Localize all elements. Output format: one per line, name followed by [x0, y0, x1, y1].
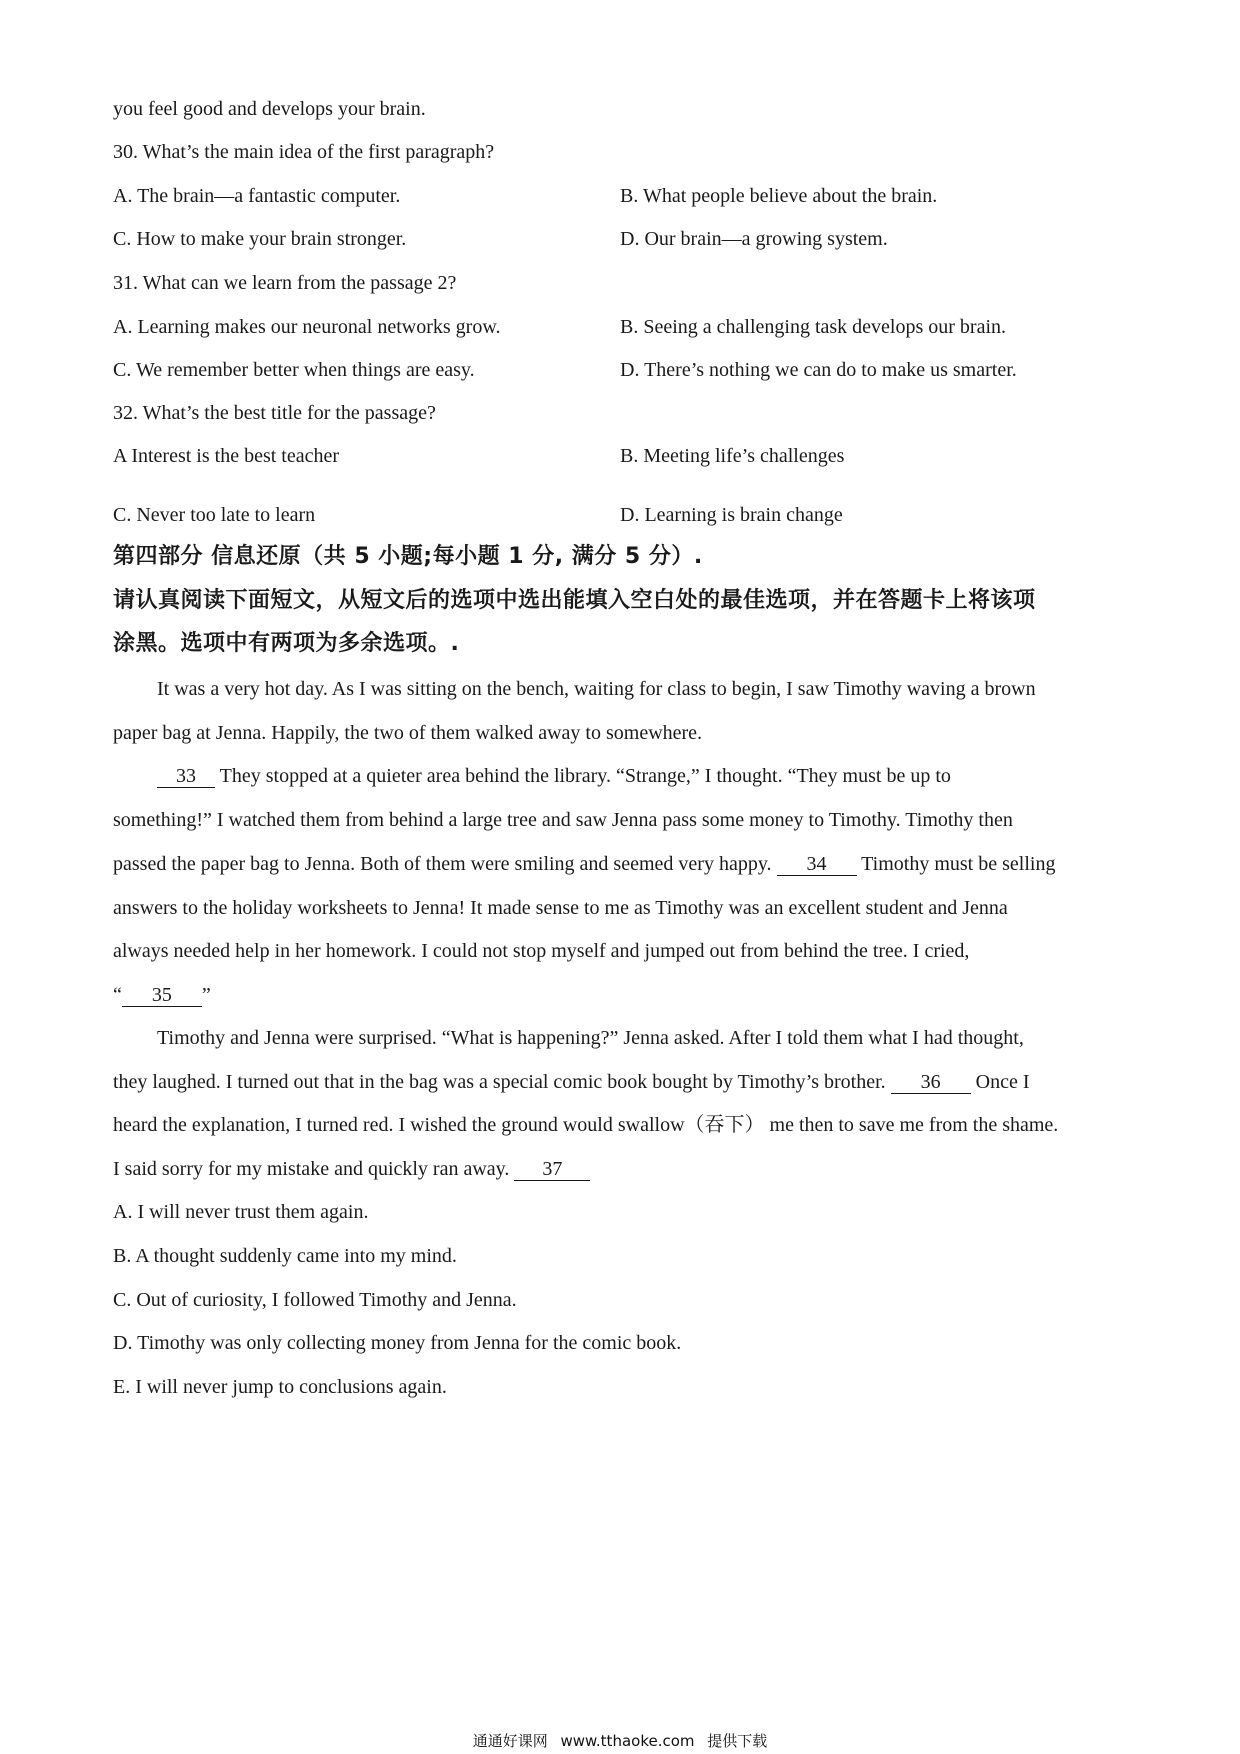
quote-close: ”	[201, 984, 211, 1006]
question-30-option-a: A. The brain—a fantastic computer.	[113, 185, 401, 207]
question-32-option-b: B. Meeting life’s challenges	[620, 445, 845, 467]
passage-p1-line-1: It was a very hot day. As I was sitting on the bench, waiting for class to begin, I saw Timothy waving a brown	[157, 678, 1036, 700]
footer-url-link[interactable]: www.tthaoke.com	[560, 1732, 695, 1750]
passage-p3-line-1: Timothy and Jenna were surprised. “What is happening?” Jenna asked. After I told them what I had thought,	[157, 1027, 1024, 1049]
section-instruction-line-1: 请认真阅读下面短文，从短文后的选项中选出能填入空白处的最佳选项，并在答题卡上将该项	[113, 588, 1036, 613]
passage-p2-line-2: something!” I watched them from behind a large tree and saw Jenna pass some money to Timothy. Timothy then	[113, 809, 1013, 831]
passage-p2-line-1-text: They stopped at a quieter area behind the library. “Strange,” I thought. “They must be up to	[215, 765, 951, 787]
question-32-stem: 32. What’s the best title for the passage?	[113, 402, 436, 424]
question-32-option-c: C. Never too late to learn	[113, 504, 316, 526]
question-32-option-d: D. Learning is brain change	[620, 504, 843, 526]
option-c: C. Out of curiosity, I followed Timothy and Jenna.	[113, 1289, 517, 1311]
blank-34[interactable]: 34	[777, 853, 857, 876]
question-30-option-c: C. How to make your brain stronger.	[113, 228, 407, 250]
page-footer	[0, 1730, 1240, 1751]
passage-p2-line-3-text-b: Timothy must be selling	[856, 853, 1056, 875]
section-title: 第四部分 信息还原（共 5 小题;每小题 1 分, 满分 5 分）.	[113, 544, 703, 569]
question-31-option-d: D. There’s nothing we can do to make us smarter.	[620, 359, 1017, 381]
question-31-option-b: B. Seeing a challenging task develops our brain.	[620, 316, 1007, 338]
question-30-option-b: B. What people believe about the brain.	[620, 185, 938, 207]
passage-p2-line-4: answers to the holiday worksheets to Jenna! It made sense to me as Timothy was an excellent student and Jenna	[113, 897, 1008, 919]
option-b: B. A thought suddenly came into my mind.	[113, 1245, 457, 1267]
passage-p3-line-4-text: I said sorry for my mistake and quickly ran away.	[113, 1158, 515, 1180]
question-31-stem: 31. What can we learn from the passage 2?	[113, 272, 457, 294]
passage-p3-line-2	[113, 1069, 1030, 1095]
footer-action: 提供下载	[707, 1732, 768, 1750]
question-32-option-a: A Interest is the best teacher	[113, 445, 340, 467]
passage-p3-line-2-text-b: Once I	[970, 1071, 1030, 1093]
question-31-option-a: A. Learning makes our neuronal networks grow.	[113, 316, 501, 338]
passage-p3-line-2-text-a: they laughed. I turned out that in the bag was a special comic book bought by Timothy’s brother.	[113, 1071, 891, 1093]
option-e: E. I will never jump to conclusions again.	[113, 1376, 447, 1398]
option-a: A. I will never trust them again.	[113, 1201, 369, 1223]
blank-36[interactable]: 36	[891, 1071, 971, 1094]
passage-p2-line-5: always needed help in her homework. I could not stop myself and jumped out from behind the tree. I cried,	[113, 940, 970, 962]
passage-p2-line-1	[157, 763, 951, 789]
question-30-option-d: D. Our brain—a growing system.	[620, 228, 888, 250]
blank-35[interactable]: 35	[122, 984, 202, 1007]
passage-p3-line-3: heard the explanation, I turned red. I wished the ground would swallow（吞下） me then to save me from the shame.	[113, 1114, 1059, 1136]
passage-p3-line-4	[113, 1156, 590, 1182]
quote-open: “	[113, 984, 122, 1006]
question-31-option-c: C. We remember better when things are easy.	[113, 359, 475, 381]
blank-37[interactable]: 37	[514, 1158, 590, 1181]
passage-end-line: you feel good and develops your brain.	[113, 98, 426, 120]
passage-p2-line-3-text-a: passed the paper bag to Jenna. Both of them were smiling and seemed very happy.	[113, 853, 777, 875]
passage-p2-line-3	[113, 851, 1055, 877]
passage-p2-line-6	[113, 982, 211, 1008]
question-30-stem: 30. What’s the main idea of the first paragraph?	[113, 141, 495, 163]
blank-33[interactable]: 33	[157, 765, 215, 788]
passage-p1-line-2: paper bag at Jenna. Happily, the two of them walked away to somewhere.	[113, 722, 703, 744]
section-instruction-line-2: 涂黑。选项中有两项为多余选项。.	[113, 631, 460, 656]
footer-site-name: 通通好课网	[472, 1732, 548, 1750]
option-d: D. Timothy was only collecting money from Jenna for the comic book.	[113, 1332, 682, 1354]
